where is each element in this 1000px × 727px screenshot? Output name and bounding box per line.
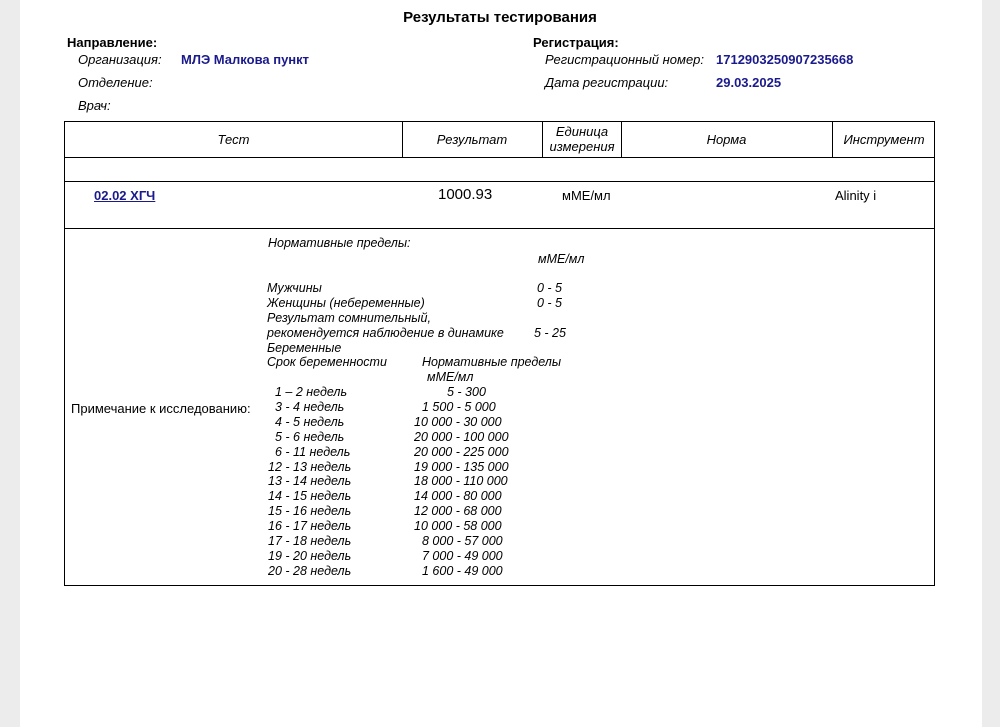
norm-unit: мМЕ/мл [538, 252, 585, 266]
header-unit: Единица измерения [549, 124, 615, 154]
term-range: 7 000 - 49 000 [422, 548, 503, 563]
term-label: 5 - 6 недель [275, 429, 345, 444]
term-label: 3 - 4 недель [275, 399, 345, 414]
term-label: 6 - 11 недель [275, 444, 351, 459]
term-label: 20 - 28 недель [268, 563, 352, 578]
norm-intro: Нормативные пределы: [268, 236, 411, 250]
dept-label: Отделение: [78, 75, 153, 90]
group-range: 0 - 5 [537, 281, 563, 295]
doubtful-line-1: Результат сомнительный, [267, 311, 431, 325]
org-label: Организация: [78, 52, 162, 67]
term-label: 19 - 20 недель [268, 548, 352, 563]
term-label: 15 - 16 недель [268, 504, 352, 519]
norm-header: Нормативные пределы [422, 355, 562, 369]
term-range: 20 000 - 225 000 [414, 444, 509, 459]
empty-row-divider [65, 181, 934, 182]
doubtful-range: 5 - 25 [534, 326, 566, 340]
org-value: МЛЭ Малкова пункт [181, 52, 310, 67]
group-range: 0 - 5 [537, 296, 563, 310]
term-label: 1 – 2 недель [275, 385, 348, 399]
term-range: 8 000 - 57 000 [422, 534, 503, 548]
term-range: 1 500 - 5 000 [422, 399, 496, 414]
pregnant-label: Беременные [267, 341, 342, 355]
result-unit: мМЕ/мл [562, 188, 611, 203]
group-label: Женщины (небеременные) [267, 296, 425, 310]
term-range: 10 000 - 58 000 [414, 519, 502, 534]
reg-date-value: 29.03.2025 [716, 75, 782, 90]
term-range: 10 000 - 30 000 [414, 414, 502, 429]
term-label: 14 - 15 недель [268, 489, 352, 504]
term-label: 4 - 5 недель [275, 414, 345, 429]
header-instrument: Инструмент [843, 132, 925, 147]
term-range: 18 000 - 110 000 [414, 474, 508, 489]
direction-heading: Направление: [67, 35, 158, 50]
reg-number-label: Регистрационный номер: [545, 52, 705, 67]
term-range: 5 - 300 [447, 385, 486, 399]
test-link[interactable]: 02.02 ХГЧ [94, 188, 156, 203]
page-title: Результаты тестирования [403, 9, 597, 26]
term-label: 16 - 17 недель [268, 519, 352, 534]
reg-date-label: Дата регистрации: [545, 75, 669, 90]
term-label: 13 - 14 недель [268, 474, 352, 489]
term-range: 12 000 - 68 000 [414, 504, 502, 519]
col-divider [542, 122, 543, 158]
group-label: Мужчины [267, 281, 322, 295]
term-range: 1 600 - 49 000 [422, 563, 503, 578]
doctor-label: Врач: [78, 98, 111, 113]
header-test: Тест [217, 132, 250, 147]
registration-heading: Регистрация: [533, 35, 619, 50]
term-label: 17 - 18 недель [268, 534, 352, 548]
term-range: 19 000 - 135 000 [414, 459, 509, 474]
header-divider [65, 157, 934, 158]
doubtful-line-2: рекомендуется наблюдение в динамике [267, 326, 504, 340]
norm-header-unit: мМЕ/мл [427, 370, 474, 384]
header-result: Результат [436, 132, 508, 147]
header-norm: Норма [706, 132, 747, 147]
term-range: 14 000 - 80 000 [414, 489, 502, 504]
term-label: 12 - 13 недель [268, 459, 352, 474]
term-header: Срок беременности [267, 355, 387, 369]
result-value: 1000.93 [438, 186, 493, 203]
result-row-divider [65, 228, 934, 229]
term-range: 20 000 - 100 000 [414, 429, 509, 444]
note-label: Примечание к исследованию: [71, 401, 251, 416]
reg-number-value: 1712903250907235668 [716, 52, 854, 67]
instrument-value: Alinity i [835, 188, 877, 203]
